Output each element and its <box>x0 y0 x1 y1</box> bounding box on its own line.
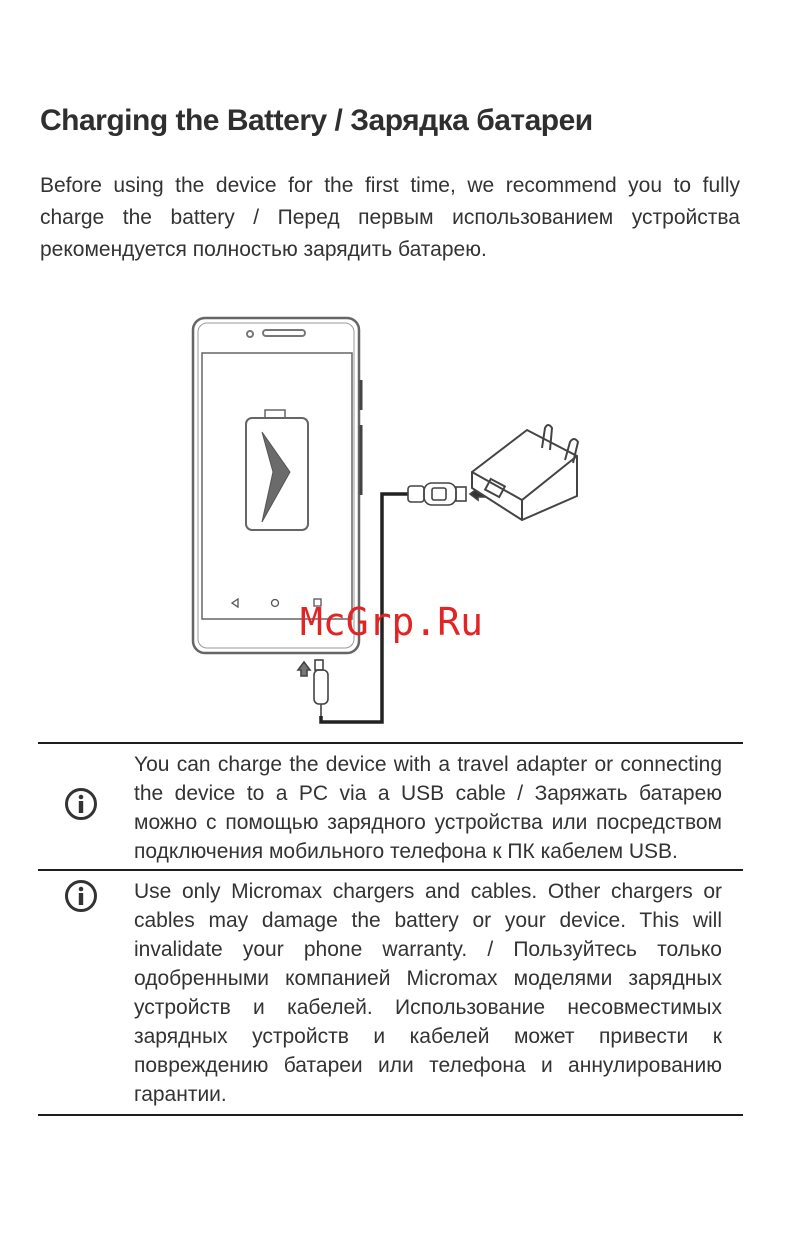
info-icon <box>64 787 98 821</box>
page-title: Charging the Battery / Зарядка батареи <box>40 104 593 137</box>
note-text: You can charge the device with a travel adapter or connecting the device to a PC via a USB cable / Заряжать батарею можно с помощью зарядного устройства или посредством подключения мобильного телефона к ПК кабелем USB. <box>134 753 722 863</box>
notes-table <box>38 742 743 1116</box>
usb-port-connector <box>298 660 328 716</box>
note-row <box>38 742 743 869</box>
battery-icon <box>246 410 308 530</box>
charging-illustration <box>180 310 610 730</box>
info-icon <box>64 879 98 913</box>
wall-adapter <box>472 425 578 520</box>
note-text: Use only Micromax chargers and cables. Other chargers or cables may damage the battery or your device. This will invalidate your phone warranty. / Пользуйтесь только одобренными компанией Micromax моделями зарядных устройств и кабелей. Использование несовместимых зарядных устройств и кабелей может привести к повреждению батареи или телефона и аннулированию гарантии. <box>134 880 722 1106</box>
intro-paragraph: Before using the device for the first time, we recommend you to fully charge the battery / Перед первым использованием устройства рекомендуется полностью зарядить батарею. <box>40 174 740 261</box>
note-row <box>38 869 743 1116</box>
watermark: McGrp.Ru <box>300 600 484 644</box>
